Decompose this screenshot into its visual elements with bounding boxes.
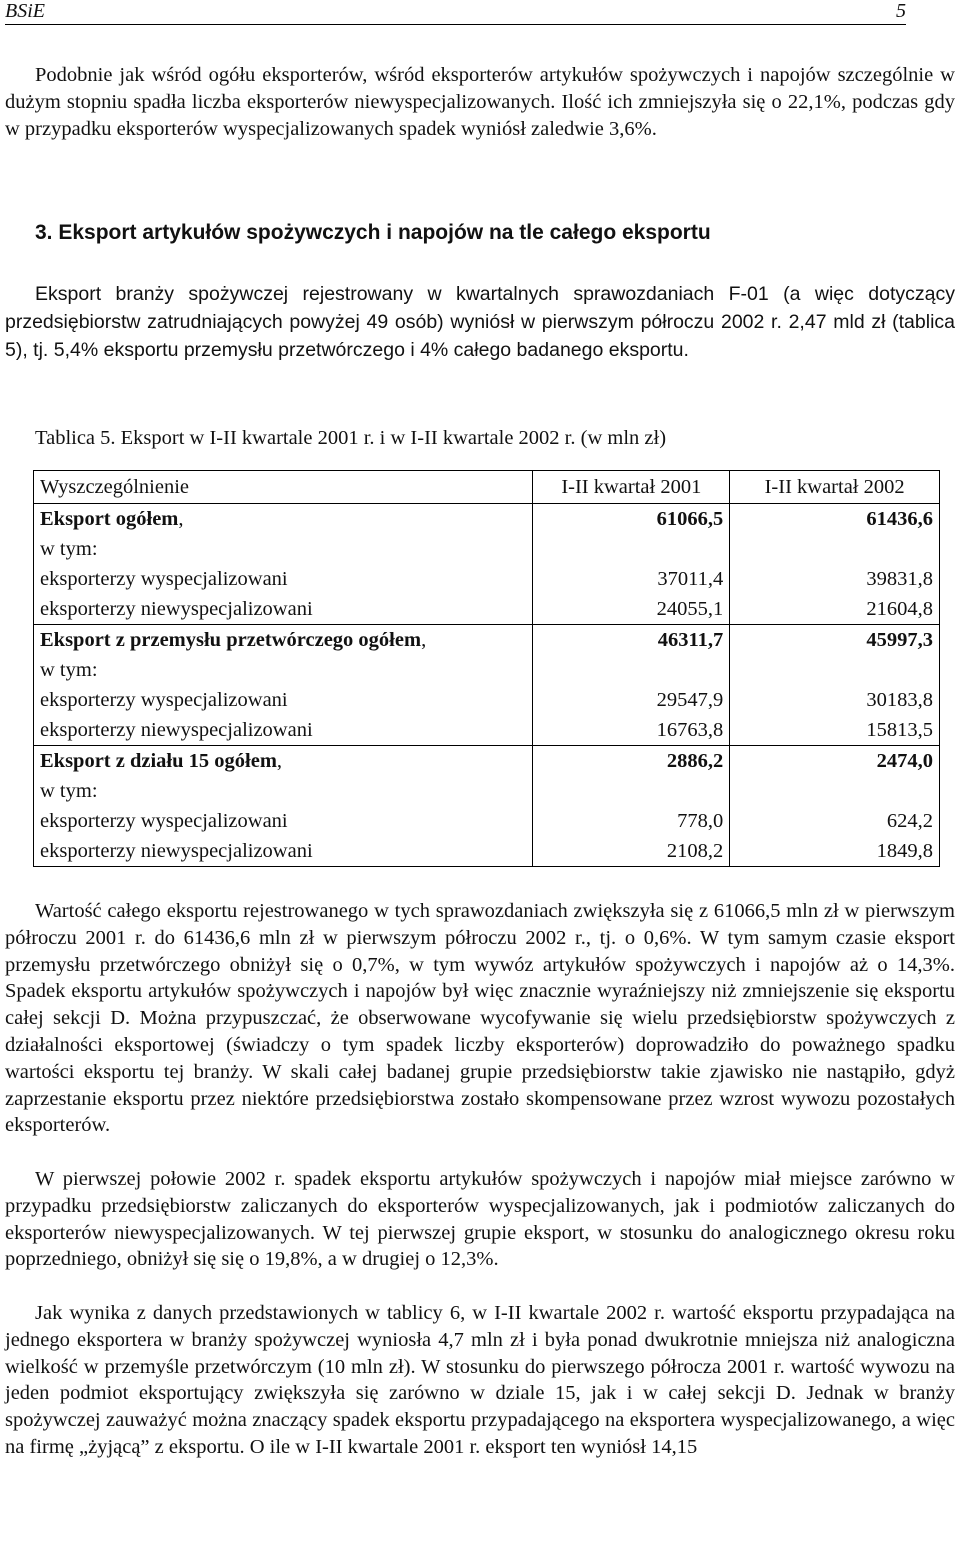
cell-value-2001: 61066,5 [533,504,730,535]
cell-value-2001: 16763,8 [533,715,730,746]
cell-value-2002: 30183,8 [730,685,940,715]
row-label: eksporterzy wyspecjalizowani [34,564,533,594]
body-paragraph-3: Jak wynika z danych przedstawionych w tablicy 6, w I-II kwartale 2002 r. wartość eksportu przypadająca na jednego eksportera w branży spożywczej wyniosła 4,7 mln zł i była ponad dwukrotnie mniejsza niż analogiczna wielkość w przemyśle przetwórczym (10 mln zł). W stosunku do pierwszego półrocza 2001 r. wartość wywozu na jeden podmiot eksportujący zwiększyła się zarówno w dziale 15, jak i w całej sekcji D. Jednak w branży spożywczej zauważyć można znaczący spadek eksportu przypadającego na eksportera wyspecjalizowanego, a więc na firmę „żyjącą” z eksportu. O ile w I-II kwartale 2001 r. eksport ten wyniósł 14,15 [5,1302,955,1458]
cell-value-2002: 15813,5 [730,715,940,746]
row-label: Eksport z przemysłu przetwórczego ogółem, [34,625,533,656]
row-label: w tym: [34,776,533,806]
header-cell-2001: I-II kwartał 2001 [533,471,730,504]
table-row-wtym [34,534,940,564]
cell-value-2001: 29547,9 [533,685,730,715]
row-label: eksporterzy wyspecjalizowani [34,806,533,836]
export-table [33,470,940,867]
table-row-total [34,625,940,656]
table-row [34,594,940,625]
header-journal-abbrev: BSiE [5,0,45,22]
cell-value-2001: 2886,2 [533,746,730,777]
running-header [5,0,906,25]
section-heading: 3. Eksport artykułów spożywczych i napojów na tle całego eksportu [35,221,711,244]
table-caption: Tablica 5. Eksport w I-II kwartale 2001 r. i w I-II kwartale 2002 r. (w mln zł) [35,427,667,449]
table-row [34,806,940,836]
cell-value-2002: 39831,8 [730,564,940,594]
row-label: eksporterzy niewyspecjalizowani [34,715,533,746]
cell-value-2002: 21604,8 [730,594,940,625]
table-row-total [34,746,940,777]
header-cell-2002: I-II kwartał 2002 [730,471,940,504]
table-row [34,836,940,867]
section-paragraph: Eksport branży spożywczej rejestrowany w kwartalnych sprawozdaniach F-01 (a więc dotyczący przedsiębiorstw zatrudniających powyżej 49 osób) wyniósł w pierwszym półroczu 2002 r. 2,47 mld zł (tablica 5), tj. 5,4% eksportu przemysłu przetwórczego i 4% całego badanego eksportu. [5,283,955,361]
row-label: eksporterzy niewyspecjalizowani [34,594,533,625]
table-row [34,564,940,594]
cell-value-2002: 61436,6 [730,504,940,535]
cell-value-2001: 778,0 [533,806,730,836]
header-page-number: 5 [896,0,906,22]
row-label: w tym: [34,534,533,564]
table-row-total [34,504,940,535]
cell-value-2001: 46311,7 [533,625,730,656]
table-header-row [34,471,940,504]
table-row-wtym [34,776,940,806]
cell-value-2002: 624,2 [730,806,940,836]
cell-value-2001: 24055,1 [533,594,730,625]
row-label: eksporterzy wyspecjalizowani [34,685,533,715]
cell-value-2002: 45997,3 [730,625,940,656]
row-label: Eksport ogółem, [34,504,533,535]
body-paragraph-2: W pierwszej połowie 2002 r. spadek eksportu artykułów spożywczych i napojów miał miejsce zarówno w przypadku przedsiębiorstw zaliczanych do eksporterów wyspecjalizowanych, jak i podmiotów zaliczanych do eksporterów niewyspecjalizowanych. W tej pierwszej grupie eksport, w stosunku do analogicznego okresu roku poprzedniego, obniżył się się o 19,8%, a w drugiej o 12,3%. [5,1168,955,1271]
row-label: Eksport z działu 15 ogółem, [34,746,533,777]
cell-value-2002: 1849,8 [730,836,940,867]
intro-paragraph: Podobnie jak wśród ogółu eksporterów, wśród eksporterów artykułów spożywczych i napojów szczególnie w dużym stopniu spadła liczba eksporterów niewyspecjalizowanych. Ilość ich zmniejszyła się o 22,1%, podczas gdy w przypadku eksporterów wyspecjalizowanych spadek wyniósł zaledwie 3,6%. [5,64,955,140]
table-row-wtym [34,655,940,685]
row-label: eksporterzy niewyspecjalizowani [34,836,533,867]
cell-value-2001: 2108,2 [533,836,730,867]
cell-value-2002: 2474,0 [730,746,940,777]
cell-value-2001: 37011,4 [533,564,730,594]
header-cell-description: Wyszczególnienie [34,471,533,504]
row-label: w tym: [34,655,533,685]
body-paragraph-1: Wartość całego eksportu rejestrowanego w tych sprawozdaniach zwiększyła się z 61066,5 mln zł w pierwszym półroczu 2001 r. do 61436,6 mln zł w pierwszym półroczu 2002 r., tj. o 0,6%. W tym samym czasie eksport przemysłu przetwórczego obniżył się o 0,7%, w tym wywóz artykułów spożywczych i napojów aż o 14,3%. Spadek eksportu artykułów spożywczych i napojów był więc znacznie wyraźniejszy niż zmniejszenie się eksportu całej sekcji D. Można przypuszczać, że obserwowane wycofywanie się wielu przedsiębiorstw spożywczych z działalności eksportowej (świadczy o tym spadek liczby eksporterów) doprowadziło do poważnego spadku wartości eksportu tej branży. W skali całej badanej grupie przedsiębiorstw takie zjawisko nie nastąpiło, gdyż zaprzestanie eksportu przez niektóre przedsiębiorstwa zostało skompensowane przez wzrost wywozu pozostałych eksporterów. [5,900,955,1137]
table-row [34,685,940,715]
table-row [34,715,940,746]
